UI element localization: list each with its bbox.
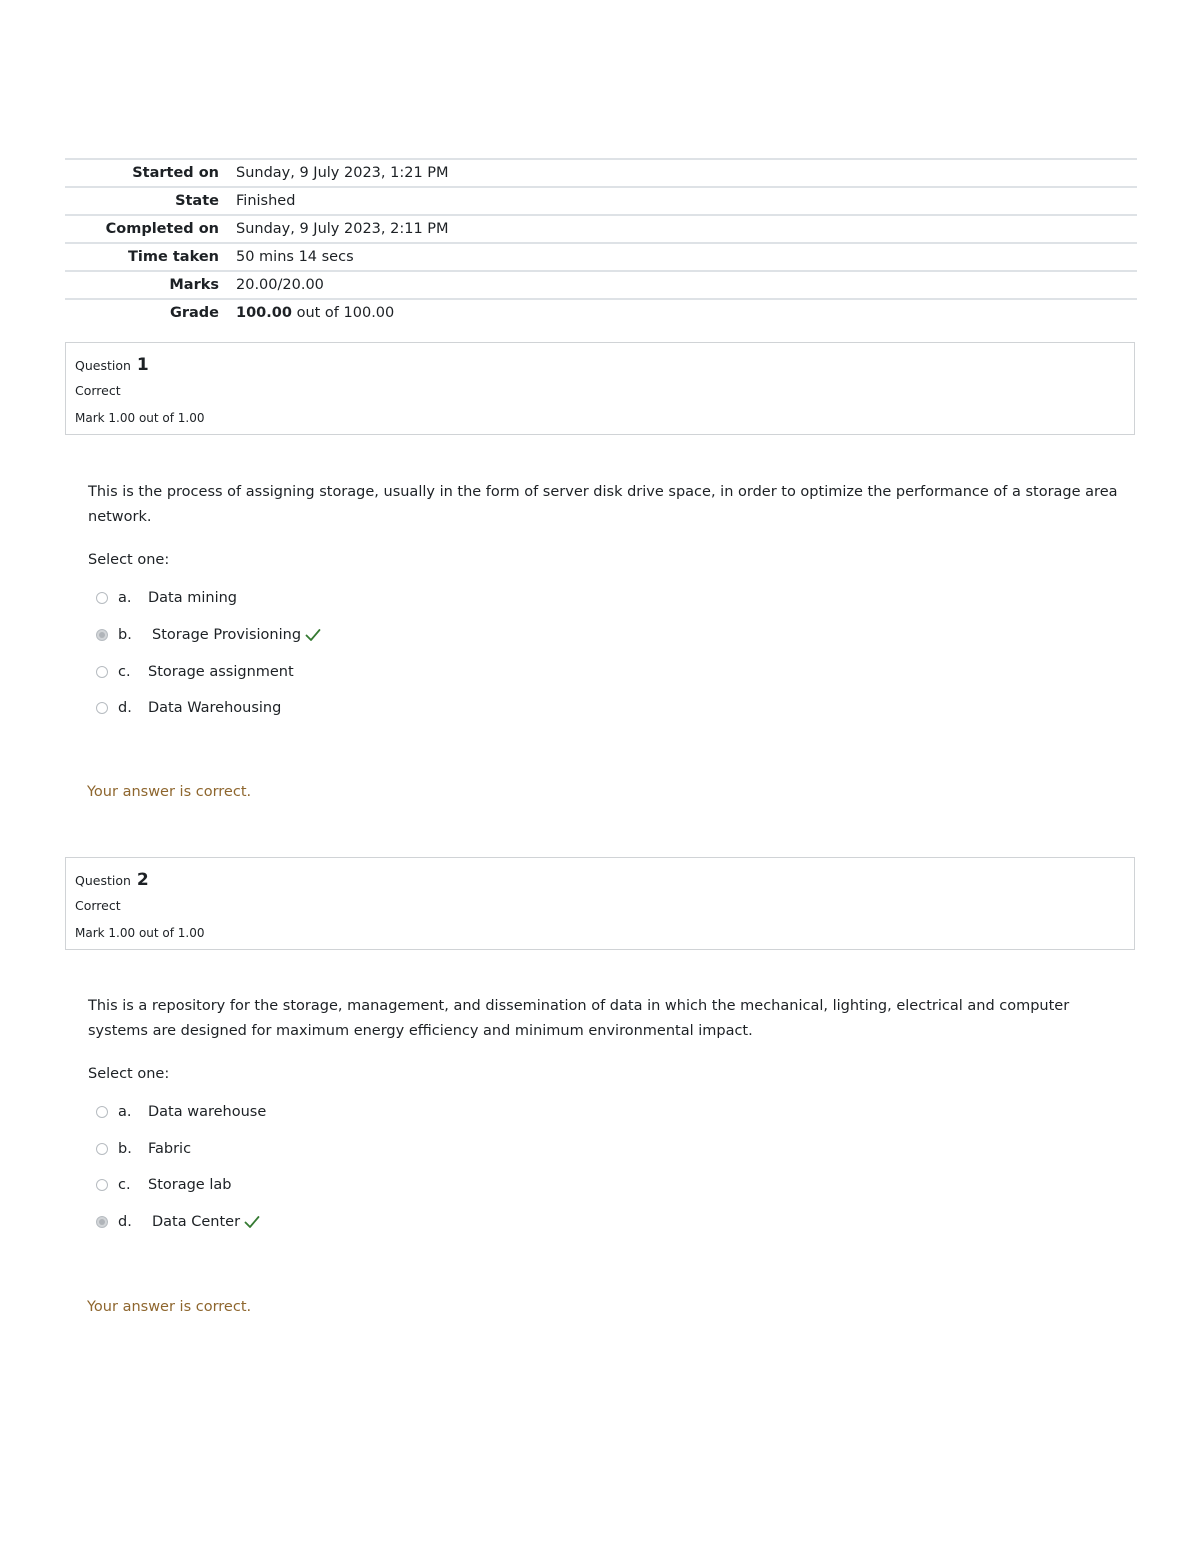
summary-row-grade	[65, 300, 1137, 326]
summary-label: State	[175, 193, 219, 209]
option-text: Storage lab	[148, 1177, 232, 1193]
option-letter: d.	[118, 1214, 132, 1230]
option-letter: a.	[118, 590, 132, 606]
question-prefix: Question	[75, 873, 131, 888]
select-one-prompt: Select one:	[88, 1066, 170, 1082]
summary-label: Started on	[132, 165, 219, 181]
radio-button[interactable]	[96, 1106, 108, 1118]
summary-row-time-taken	[65, 244, 1137, 272]
question-prefix: Question	[75, 358, 131, 373]
grade-score: 100.00	[236, 305, 292, 321]
summary-row-marks	[65, 272, 1137, 300]
summary-value: Sunday, 9 July 2023, 1:21 PM	[236, 165, 449, 181]
question-number	[75, 355, 149, 375]
question-mark: Mark 1.00 out of 1.00	[75, 926, 205, 940]
summary-value: Finished	[236, 193, 296, 209]
option-text: Data Center	[152, 1214, 241, 1230]
option-text: Storage assignment	[148, 664, 294, 680]
radio-button[interactable]	[96, 1179, 108, 1191]
question-text: This is the process of assigning storage, usually in the form of server disk drive space, in order to optimize the performance of a storage area network.	[88, 484, 1118, 525]
grade-out-of: out of 100.00	[291, 305, 395, 321]
option-letter: d.	[118, 700, 132, 716]
radio-button[interactable]	[96, 592, 108, 604]
question-state: Correct	[75, 898, 121, 913]
radio-button[interactable]	[96, 666, 108, 678]
option-letter: b.	[118, 1141, 132, 1157]
select-one-prompt: Select one:	[88, 552, 170, 568]
option-text: Data mining	[148, 590, 237, 606]
summary-label: Marks	[169, 277, 219, 293]
answer-feedback: Your answer is correct.	[87, 1299, 252, 1315]
radio-button[interactable]	[96, 702, 108, 714]
summary-label: Grade	[169, 305, 219, 321]
attempt-summary-table	[65, 158, 1137, 326]
question-info-box	[65, 342, 1135, 435]
summary-row-completed-on	[65, 216, 1137, 244]
option-text: Data warehouse	[148, 1104, 267, 1120]
radio-button[interactable]	[96, 1143, 108, 1155]
check-icon	[244, 1215, 260, 1229]
option-letter: c.	[118, 1177, 131, 1193]
answer-option-b[interactable]	[96, 1138, 191, 1160]
option-text: Fabric	[148, 1141, 192, 1157]
answer-option-c[interactable]	[96, 661, 294, 683]
radio-button-selected[interactable]	[96, 1216, 108, 1228]
option-letter: b.	[118, 627, 132, 643]
answer-feedback: Your answer is correct.	[87, 784, 252, 800]
summary-value: 50 mins 14 secs	[236, 249, 354, 265]
question-mark: Mark 1.00 out of 1.00	[75, 411, 205, 425]
option-text: Data Warehousing	[148, 700, 282, 716]
answer-option-a[interactable]	[96, 587, 237, 609]
question-number	[75, 870, 149, 890]
check-icon	[305, 628, 321, 642]
question-number-value: 1	[136, 355, 149, 375]
option-letter: c.	[118, 664, 131, 680]
answer-option-c[interactable]	[96, 1174, 231, 1196]
answer-option-a[interactable]	[96, 1101, 266, 1123]
summary-row-started-on	[65, 160, 1137, 188]
question-state: Correct	[75, 383, 121, 398]
radio-button-selected[interactable]	[96, 629, 108, 641]
summary-row-state	[65, 188, 1137, 216]
question-info-box	[65, 857, 1135, 950]
summary-value: 20.00/20.00	[236, 277, 324, 293]
summary-value	[236, 305, 1137, 321]
summary-value: Sunday, 9 July 2023, 2:11 PM	[236, 221, 449, 237]
answer-option-d[interactable]	[96, 697, 281, 719]
answer-option-b[interactable]	[96, 624, 321, 646]
summary-label: Time taken	[128, 249, 219, 265]
question-text: This is a repository for the storage, management, and dissemination of data in which the mechanical, lighting, electrical and computer systems are designed for maximum energy efficiency and minimum environmental impact.	[88, 998, 1070, 1039]
summary-label: Completed on	[105, 221, 219, 237]
option-text: Storage Provisioning	[152, 627, 302, 643]
answer-option-d[interactable]	[96, 1211, 260, 1233]
option-letter: a.	[118, 1104, 132, 1120]
question-number-value: 2	[136, 870, 149, 890]
